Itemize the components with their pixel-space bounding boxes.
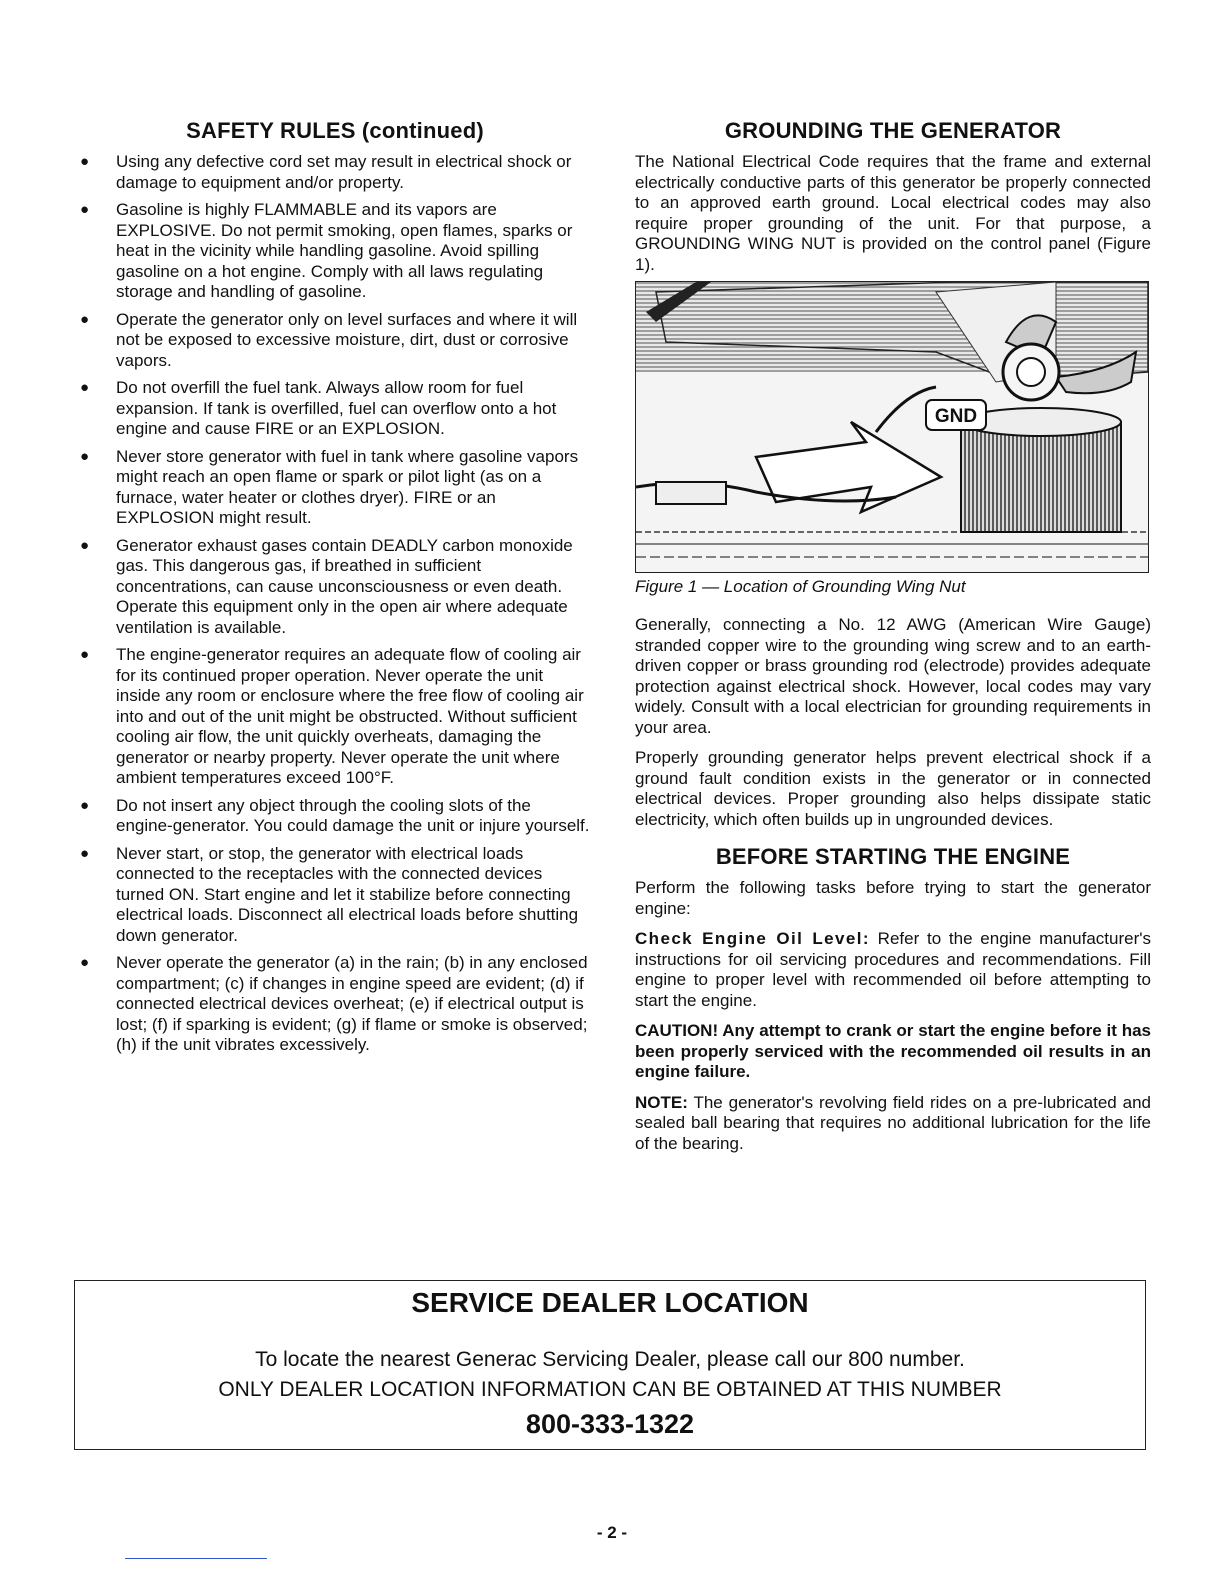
- rule-text: Do not insert any object through the cooling slots of the engine-generator. You could damage the unit or injure yourself.: [116, 795, 590, 835]
- list-item: [80, 645, 590, 789]
- note-paragraph: [635, 1093, 1151, 1155]
- note-text: The generator's revolving field rides on a pre-lubricated and sealed ball bearing that requires no additional lubrication for the life of the bearing.: [635, 1092, 1151, 1153]
- grounding-paragraph-2: Properly grounding generator helps prevent electrical shock if a ground fault condition exists in the generator or in connected electrical devices. Proper grounding also helps dissipate static electricity, which often builds up in ungrounded devices.: [635, 748, 1151, 829]
- rule-text: Do not overfill the fuel tank. Always allow room for fuel expansion. If tank is overfilled, fuel can overflow onto a hot engine and cause FIRE or an EXPLOSION.: [116, 378, 557, 438]
- footer-rule: [125, 1558, 267, 1559]
- dealer-phone-number: 800-333-1322: [525, 1409, 695, 1439]
- bullet-icon: ●: [80, 201, 90, 218]
- left-column: [80, 118, 590, 1063]
- wing-nut-illustration: [636, 282, 1148, 572]
- grounding-heading: GROUNDING THE GENERATOR: [724, 118, 1062, 143]
- bullet-icon: ●: [80, 844, 90, 862]
- list-item: [80, 844, 590, 947]
- dealer-line-2: ONLY DEALER LOCATION INFORMATION CAN BE OBTAINED AT THIS NUMBER: [218, 1378, 1002, 1401]
- note-lead: NOTE:: [635, 1092, 688, 1112]
- grounding-paragraph-1: Generally, connecting a No. 12 AWG (American Wire Gauge) stranded copper wire to the grounding wing screw and to an earth-driven copper or brass grounding rod (electrode) provides adequate protection against electrical shock. However, local codes may vary widely. Consult with a local electrician for grounding requirements in your area.: [635, 615, 1151, 737]
- check-oil-paragraph: [635, 929, 1151, 1011]
- bullet-icon: ●: [80, 310, 90, 328]
- safety-rules-list: [80, 152, 590, 1056]
- bullet-icon: ●: [80, 796, 90, 814]
- bullet-icon: ●: [80, 646, 90, 663]
- list-item: [80, 200, 590, 303]
- bullet-icon: ●: [80, 536, 90, 554]
- before-starting-heading: BEFORE STARTING THE ENGINE: [715, 844, 1071, 869]
- page-number: - 2 -: [596, 1523, 628, 1542]
- caution-paragraph: CAUTION! Any attempt to crank or start the engine before it has been properly serviced with the recommended oil results in an engine failure.: [635, 1021, 1151, 1081]
- gnd-label: GND: [934, 406, 978, 427]
- list-item: [80, 796, 590, 837]
- bullet-icon: ●: [80, 954, 90, 971]
- grounding-intro: The National Electrical Code requires that the frame and external electrically conductive parts of this generator be properly connected to an approved earth ground. Local electrical codes may also require proper grounding of the unit. For that purpose, a GROUNDING WING NUT is provided on the control panel (Figure 1).: [635, 152, 1151, 274]
- rule-text: Never start, or stop, the generator with electrical loads connected to the receptacles with the connected devices turned ON. Start engine and let it stabilize before connecting electrical loads. Disconnect all electrical loads before shutting down generator.: [116, 843, 579, 945]
- rule-text: Gasoline is highly FLAMMABLE and its vapors are EXPLOSIVE. Do not permit smoking, open flames, sparks or heat in the vicinity while handling gasoline. Avoid spilling gasoline on a hot engine. Comply with all laws regulating storage and handling of gasoline.: [116, 200, 573, 301]
- rule-text: Never operate the generator (a) in the rain; (b) in any enclosed compartment; (c) if changes in engine speed are evident; (d) if connected electrical devices overheat; (e) if electrical output is lost; (f) if sparking is evident; (g) if flame or smoke is observed; (h) if the unit vibrates excessively.: [116, 953, 588, 1054]
- before-starting-intro: Perform the following tasks before trying to start the generator engine:: [635, 878, 1151, 918]
- rule-text: Generator exhaust gases contain DEADLY carbon monoxide gas. This dangerous gas, if breathed in sufficient concentrations, can cause unconsciousness or even death. Operate this equipment only in the open air where adequate ventilation is available.: [116, 535, 573, 637]
- rule-text: The engine-generator requires an adequate flow of cooling air for its continued proper operation. Never operate the unit inside any room or enclosure where the free flow of cooling air into and out of the unit might be obstructed. Without sufficient cooling air flow, the unit quickly overheats, damaging the generator or nearby property. Never operate the unit where ambient temperatures exceed 100°F.: [116, 645, 584, 787]
- rule-text: Operate the generator only on level surfaces and where it will not be exposed to excessive moisture, dirt, dust or corrosive vapors.: [116, 309, 578, 370]
- check-oil-lead: Check Engine Oil Level:: [635, 929, 870, 948]
- figure-caption: Figure 1 — Location of Grounding Wing Nut: [635, 577, 966, 596]
- dealer-title: SERVICE DEALER LOCATION: [411, 1287, 809, 1318]
- list-item: [80, 953, 590, 1056]
- check-oil-text: Refer to the engine manufacturer's instructions for oil servicing procedures and recommendations. Fill engine to proper level with recommended oil before attempting to start the engine.: [635, 929, 1151, 1010]
- list-item: [80, 447, 590, 529]
- bullet-icon: ●: [80, 153, 90, 170]
- bullet-icon: ●: [80, 379, 90, 396]
- list-item: [80, 310, 590, 372]
- bullet-icon: ●: [80, 447, 90, 465]
- rule-text: Using any defective cord set may result in electrical shock or damage to equipment and/or property.: [116, 152, 572, 192]
- list-item: [80, 152, 590, 193]
- list-item: [80, 536, 590, 639]
- service-dealer-box: [74, 1280, 1146, 1450]
- right-column: [635, 118, 1151, 1164]
- figure-grounding-wing-nut: [635, 281, 1149, 573]
- list-item: [80, 378, 590, 440]
- safety-rules-heading: SAFETY RULES (continued): [186, 118, 484, 143]
- dealer-line-1: To locate the nearest Generac Servicing Dealer, please call our 800 number.: [255, 1348, 965, 1371]
- rule-text: Never store generator with fuel in tank where gasoline vapors might reach an open flame or spark or pilot light (as on a furnace, water heater or clothes dryer). FIRE or an EXPLOSION might result.: [116, 446, 579, 527]
